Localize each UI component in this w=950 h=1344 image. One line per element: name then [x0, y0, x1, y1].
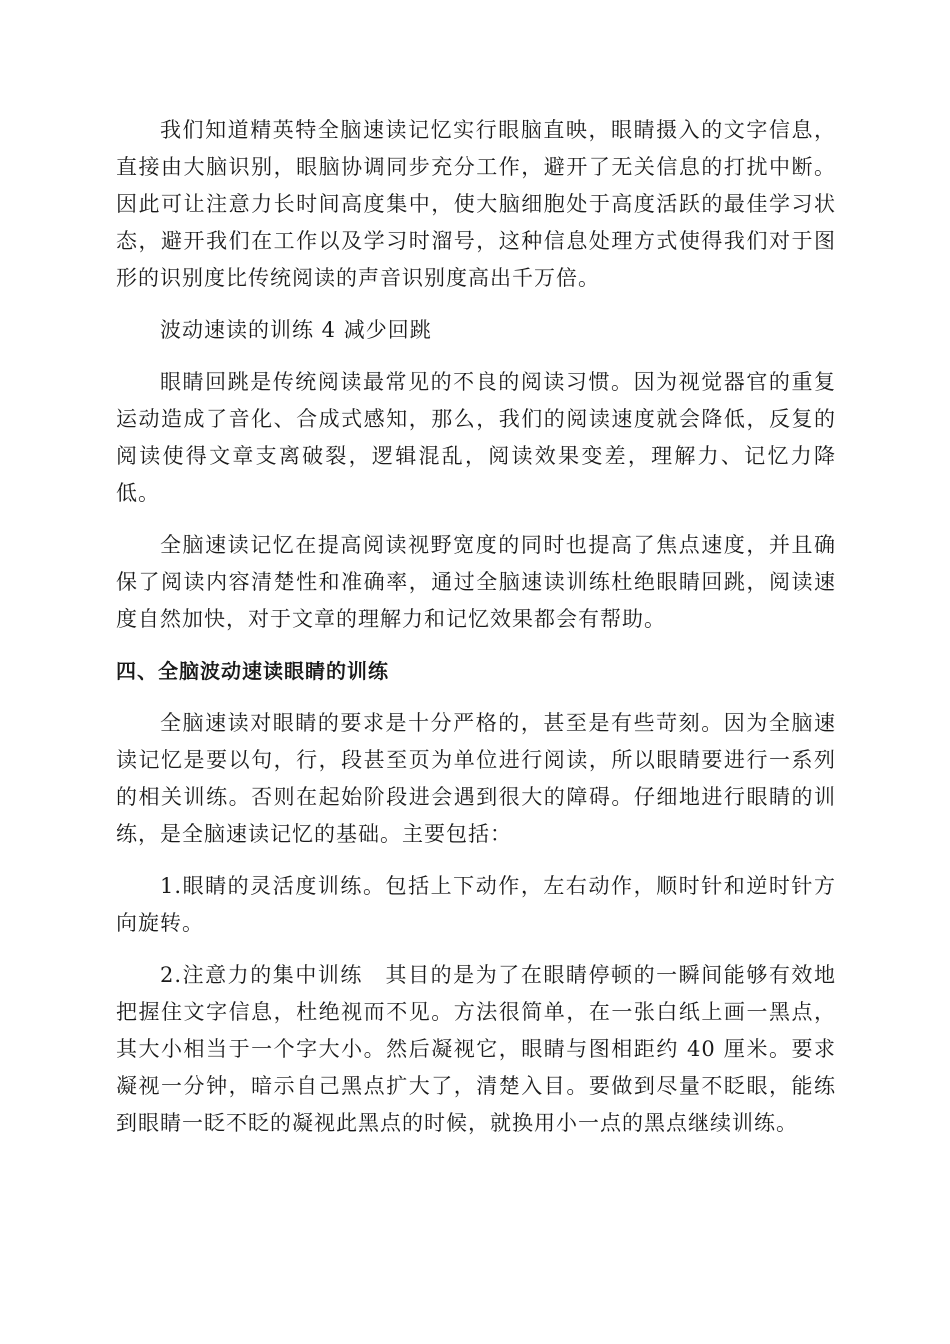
- paragraph-eye-requirements: 全脑速读对眼睛的要求是十分严格的，甚至是有些苛刻。因为全脑速读记忆是要以句，行，段甚至页为单位进行阅读，所以眼睛要进行一系列的相关训练。否则在起始阶段进会遇到很大的障碍。仔细地进行眼睛的训练，是全脑速读记忆的基础。主要包括：: [116, 711, 836, 846]
- list-item-flexibility-training: 1.眼睛的灵活度训练。包括上下动作，左右动作，顺时针和逆时针方向旋转。: [116, 874, 836, 935]
- paragraph-focus-speed: 全脑速读记忆在提高阅读视野宽度的同时也提高了焦点速度，并且确保了阅读内容清楚性和准确率，通过全脑速读训练杜绝眼睛回跳，阅读速度自然加快，对于文章的理解力和记忆效果都会有帮助。: [116, 533, 836, 631]
- subheading-reduce-regression: 波动速读的训练 4 减少回跳: [160, 318, 432, 342]
- paragraph-eye-brain-mapping: 我们知道精英特全脑速读记忆实行眼脑直映，眼睛摄入的文字信息，直接由大脑识别，眼脑协调同步充分工作，避开了无关信息的打扰中断。因此可让注意力长时间高度集中，使大脑细胞处于高度活跃的最佳学习状态，避开我们在工作以及学习时溜号，这种信息处理方式使得我们对于图形的识别度比传统阅读的声音识别度高出千万倍。: [116, 118, 836, 290]
- section-heading-eye-training: 四、全脑波动速读眼睛的训练: [116, 659, 389, 683]
- paragraph-eye-regression: 眼睛回跳是传统阅读最常见的不良的阅读习惯。因为视觉器官的重复运动造成了音化、合成式感知，那么，我们的阅读速度就会降低，反复的阅读使得文章支离破裂，逻辑混乱，阅读效果变差，理解力、记忆力降低。: [116, 370, 836, 505]
- list-item-attention-training: 2.注意力的集中训练 其目的是为了在眼睛停顿的一瞬间能够有效地把握住文字信息，杜绝视而不见。方法很简单，在一张白纸上画一黑点，其大小相当于一个字大小。然后凝视它，眼睛与图相距约 40 厘米。要求凝视一分钟，暗示自己黑点扩大了，清楚入目。要做到尽量不眨眼，能练到眼睛一眨不眨的凝视此黑点的时候，就换用小一点的黑点继续训练。: [116, 963, 836, 1135]
- document-page: [116, 112, 836, 1157]
